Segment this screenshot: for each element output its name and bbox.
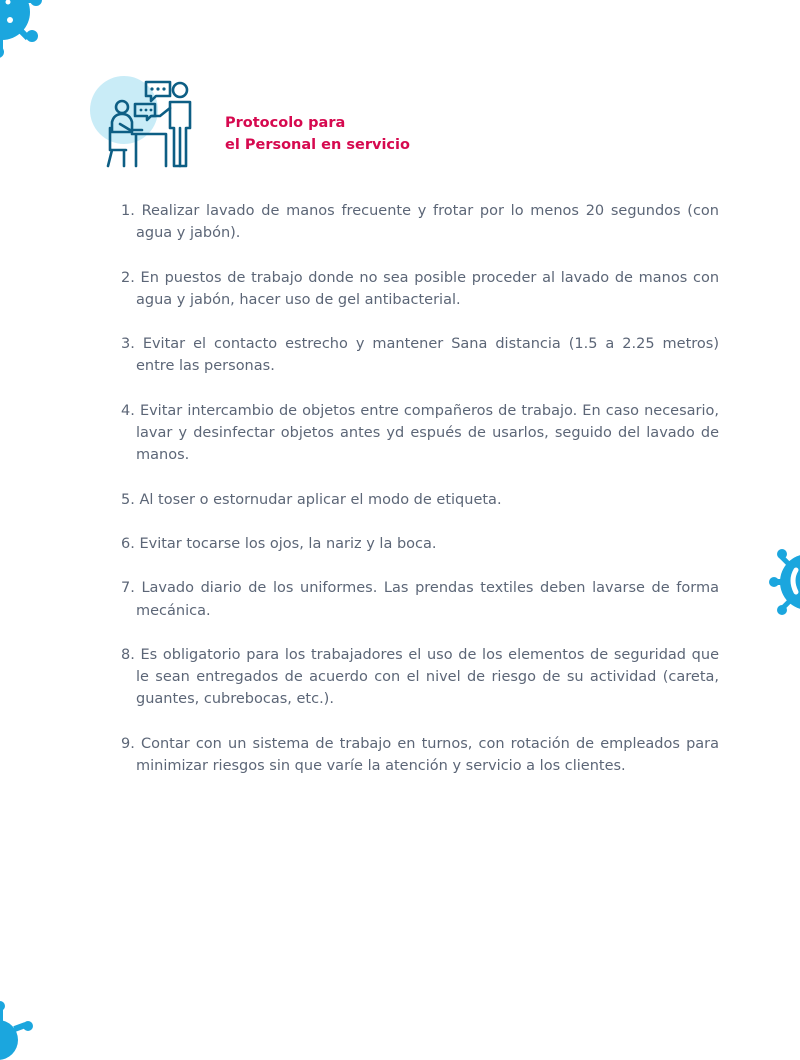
item-text: En puestos de trabajo donde no sea posible proceder al lavado de manos con agua y jabón, hacer uso de gel antibacterial.	[136, 269, 720, 308]
item-text: Al toser o estornudar aplicar el modo de etiqueta.	[139, 491, 502, 508]
protocol-list	[121, 200, 719, 799]
list-item	[121, 733, 719, 777]
item-text: Contar con un sistema de trabajo en turnos, con rotación de empleados para minimizar riesgos sin que varíe la atención y servicio a los clientes.	[136, 735, 720, 774]
list-item	[121, 333, 719, 377]
list-item	[121, 644, 719, 711]
virus-decoration-icon	[0, 1000, 36, 1060]
virus-decoration-icon	[0, 0, 46, 64]
item-text: Evitar el contacto estrecho y mantener Sana distancia (1.5 a 2.25 metros) entre las personas.	[136, 336, 719, 375]
item-text: Evitar intercambio de objetos entre compañeros de trabajo. En caso necesario, lavar y desinfectar objetos antes yd espués de usarlos, seguido del lavado de manos.	[136, 402, 720, 464]
item-number: 8.	[121, 646, 135, 663]
item-number: 3.	[121, 336, 135, 353]
staff-at-desk-icon	[88, 76, 196, 174]
list-item	[121, 577, 719, 621]
item-text: Es obligatorio para los trabajadores el uso de los elementos de seguridad que le sean entregados de acuerdo con el nivel de riesgo de su actividad (careta, guantes, cubrebocas, etc.).	[136, 646, 719, 708]
item-number: 5.	[121, 491, 135, 508]
virus-decoration-icon	[768, 540, 800, 624]
list-item	[121, 533, 719, 555]
list-item	[121, 200, 719, 244]
item-text: Evitar tocarse los ojos, la nariz y la boca.	[139, 535, 437, 552]
item-number: 4.	[121, 402, 135, 419]
list-item	[121, 267, 719, 311]
page-title	[225, 112, 410, 156]
list-item	[121, 400, 719, 467]
item-number: 9.	[121, 735, 135, 752]
item-number: 1.	[121, 203, 135, 219]
item-number: 6.	[121, 535, 135, 552]
item-number: 7.	[121, 580, 135, 597]
list-item	[121, 489, 719, 511]
item-text: Realizar lavado de manos frecuente y frotar por lo menos 20 segundos (con agua y jabón).	[136, 203, 719, 242]
page-title-line-1: Protocolo para	[225, 115, 346, 131]
item-text: Lavado diario de los uniformes. Las prendas textiles deben lavarse de forma mecánica.	[136, 580, 719, 619]
page-title-line-2: el Personal en servicio	[225, 137, 410, 153]
item-number: 2.	[121, 269, 135, 286]
